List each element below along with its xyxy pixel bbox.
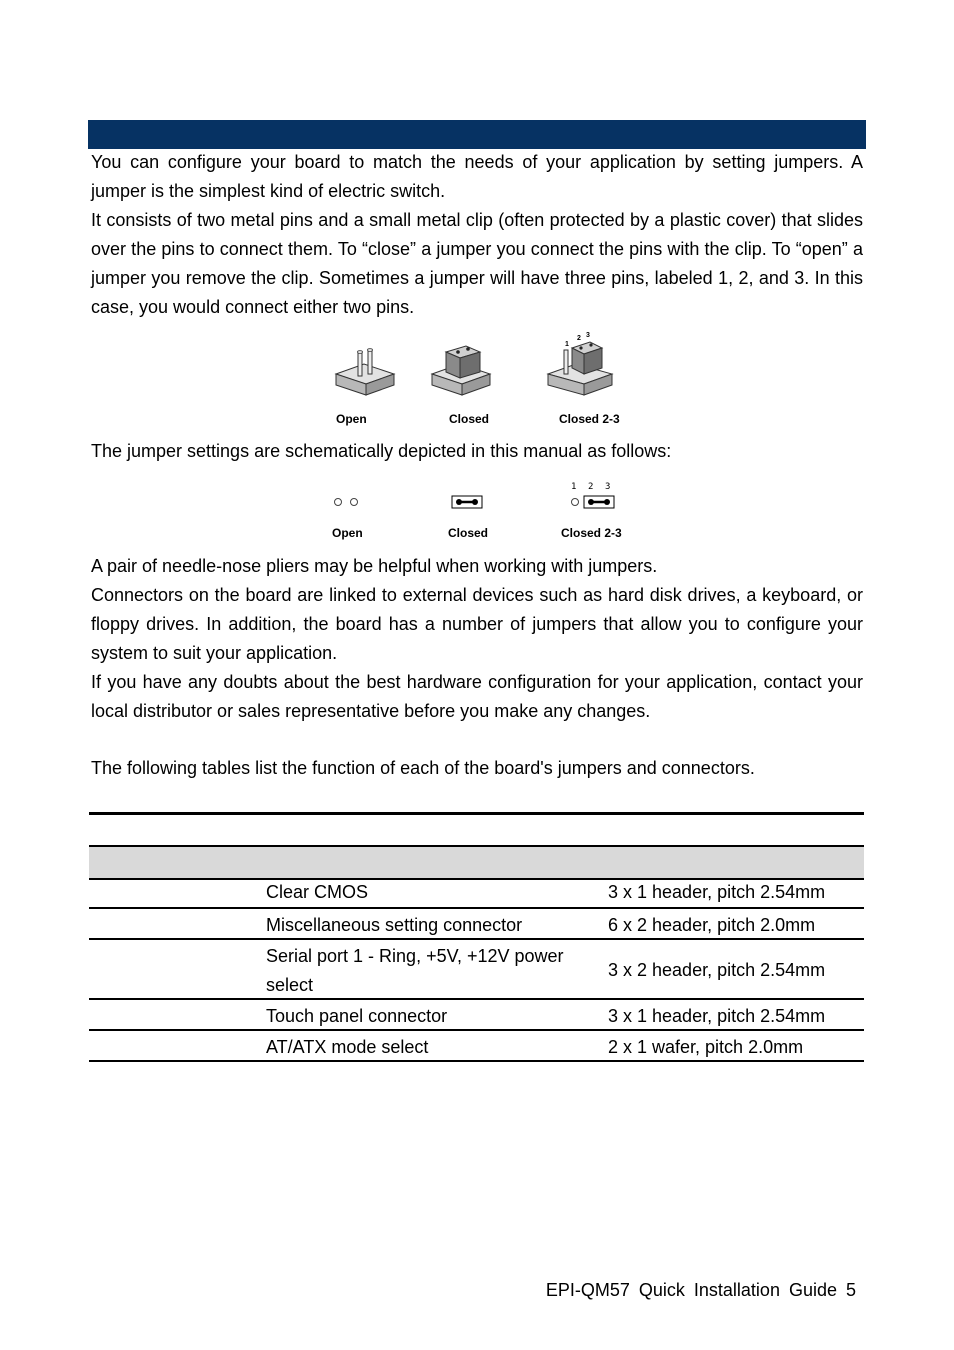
jumper-schematic-symbols <box>320 478 640 518</box>
schematic-open-symbol <box>335 499 358 506</box>
body-paragraph-tables: The following tables list the function of each of the board's jumpers and connectors. <box>91 758 755 778</box>
section-header-bar <box>88 120 866 149</box>
cell-function: Serial port 1 - Ring, +5V, +12V power select <box>266 946 564 995</box>
table-row <box>89 1000 864 1031</box>
jumper-3d-figure <box>320 328 640 432</box>
fig2-label-closed: Closed <box>448 526 489 540</box>
intro-paragraph-2: It consists of two metal pins and a small metal clip (often protected by a plastic cover) that slides over the pins to connect them. To “close” a jumper you connect the pins with the clip. To “open” a jumper you remove the clip. Sometimes a jumper will have three pins, labeled 1, 2, and 3. In this case, you would connect either two pins. <box>91 210 863 317</box>
cell-function: Clear CMOS <box>266 882 369 902</box>
schematic-pin-1: 1 <box>571 482 577 492</box>
jumper-schematic-figure <box>320 478 640 542</box>
table-row <box>89 878 864 909</box>
table-row <box>89 909 864 940</box>
pin-number-3: 3 <box>586 332 590 339</box>
body-paragraph-doubts: If you have any doubts about the best hardware configuration for your application, contact your local distributor or sales representative before you make any changes. <box>91 672 863 721</box>
schematic-pin-2: 2 <box>588 482 594 492</box>
jumper-closed-illustration <box>432 346 490 395</box>
table-top-rule <box>89 812 864 815</box>
fig1-label-closed-2-3: Closed 2-3 <box>559 412 620 426</box>
schematic-closed-symbol <box>452 496 482 508</box>
fig1-label-closed: Closed <box>449 412 490 426</box>
table-row <box>89 1031 864 1062</box>
page-footer: EPI-QM57 Quick Installation Guide 5 <box>545 1280 856 1300</box>
body-paragraph-pliers: A pair of needle-nose pliers may be helpful when working with jumpers. <box>91 556 658 576</box>
cell-function: AT/ATX mode select <box>266 1037 429 1057</box>
cell-type: 3 x 1 header, pitch 2.54mm <box>608 882 826 902</box>
intro-paragraph-1: You can configure your board to match the needs of your application by setting jumpers. A jumper is the simplest kind of electric switch. <box>91 152 863 201</box>
jumper-3d-illustration <box>320 328 640 408</box>
cell-type: 2 x 1 wafer, pitch 2.0mm <box>608 1037 804 1057</box>
cell-type: 3 x 1 header, pitch 2.54mm <box>608 1006 826 1026</box>
pin-number-2: 2 <box>577 335 581 342</box>
table-row <box>89 940 864 1000</box>
cell-type: 6 x 2 header, pitch 2.0mm <box>608 915 816 935</box>
schematic-pin-3: 3 <box>605 482 611 492</box>
cell-function: Touch panel connector <box>266 1006 448 1026</box>
schematic-caption: The jumper settings are schematically depicted in this manual as follows: <box>91 441 672 461</box>
table-header-row <box>89 845 864 880</box>
cell-function: Miscellaneous setting connector <box>266 915 523 935</box>
fig2-label-open: Open <box>332 526 363 540</box>
jumper-closed-2-3-illustration <box>548 332 612 395</box>
fig1-label-open: Open <box>336 412 367 426</box>
fig2-label-closed-2-3: Closed 2-3 <box>561 526 622 540</box>
pin-number-1: 1 <box>565 341 569 348</box>
cell-type: 3 x 2 header, pitch 2.54mm <box>608 960 826 980</box>
jumper-open-illustration <box>336 349 394 395</box>
schematic-closed-2-3-symbol <box>571 482 614 508</box>
body-paragraph-connectors: Connectors on the board are linked to external devices such as hard disk drives, a keyboard, or floppy drives. In addition, the board has a number of jumpers that allow you to configure your system to suit your application. <box>91 585 863 663</box>
